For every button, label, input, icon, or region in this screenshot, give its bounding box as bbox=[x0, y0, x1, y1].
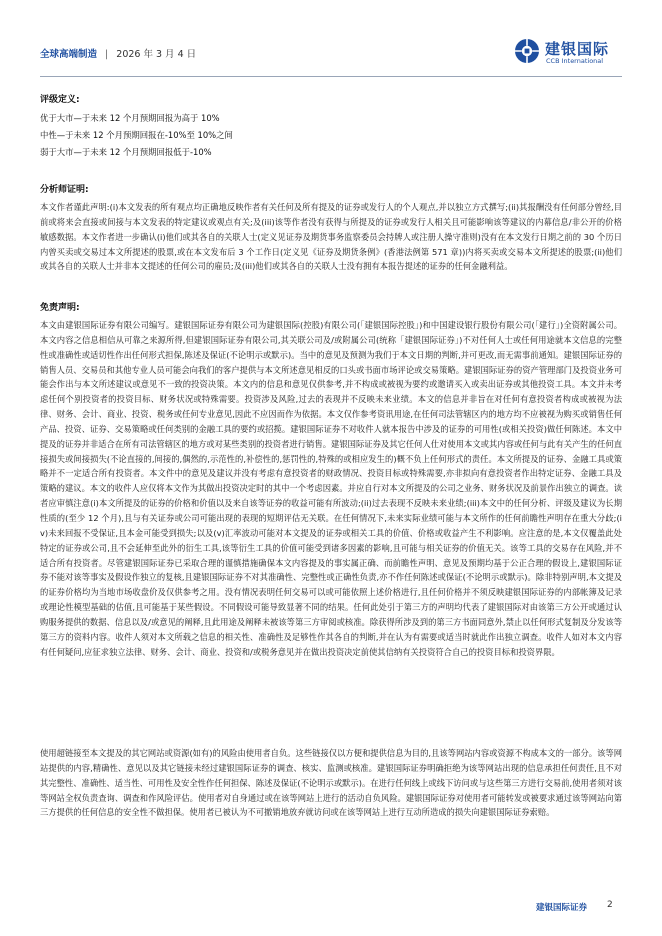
rating-line-outperform: 优于大市—于未来 12 个月预期回报为高于 10% bbox=[40, 113, 220, 123]
rating-definition-title: 评级定义: bbox=[40, 95, 80, 105]
rating-line-underperform: 弱于大市—于未来 12 个月预期回报低于-10% bbox=[40, 147, 212, 157]
ccb-logo-icon bbox=[514, 38, 540, 64]
header-divider bbox=[40, 76, 622, 77]
logo-name: 建银国际 bbox=[545, 40, 610, 58]
footer-brand: 建银国际证券 bbox=[536, 903, 588, 913]
rating-line-neutral: 中性—于未来 12 个月预期回报在-10%至 10%之间 bbox=[40, 130, 233, 140]
disclaimer-paragraph-2: 使用超链接至本文提及的其它网站或资源(如有)的风险由使用者自负。这些链接仅以方便和提供信息为目的,且该等网站内容或资源不构成本文的一部分。该等网站提供的内容,精确性、意见以及其它链接未经过建银国际证券的调查、核实、监测或核准。建银国际证券明确拒绝为该等网站出现的信息承担任何责任,且不对其完整性、准确性、适当性、可用性及安全性作任何担保、陈述及保证(不论明示或默示)。在进行任何线上或线下访问或与这些第三方进行交易前,使用者须对该等网站全权负责查询、调查和作风险评估。使用者对自身通过或在该等网站上进行的活动自负风险。建银国际证券对使用者可能转发或被要求通过该等网站向第三方提供的任何信息的安全性不做担保。使用者已被认为不可撤销地放弃就访问或在该等网站上进行互动所造成的损失向建银国际证券索赔。 bbox=[40, 748, 622, 818]
disclaimer-title: 免责声明: bbox=[40, 303, 80, 313]
page-number: 2 bbox=[607, 900, 613, 910]
logo-subtitle: CCB International bbox=[546, 57, 604, 65]
header-date: 2026 年 3 月 4 日 bbox=[116, 49, 197, 60]
header-separator: | bbox=[105, 49, 109, 60]
analyst-certification-title: 分析师证明: bbox=[40, 185, 89, 195]
report-header bbox=[40, 46, 196, 60]
disclaimer-paragraph-1: 本文由建银国际证券有限公司编写。建银国际证券有限公司为建银国际(控股)有限公司(「建银国际控股」)和中国建设银行股份有限公司(「建行」)全资附属公司。本文内容之信息相信从可靠之来源所得,但建银国际证券有限公司,其关联公司及/或附属公司(统称「建银国际证券」)不对任何人士或任何用途就本文信息的完整性或准确性或适切性作出任何形式担保,陈述及保证(不论明示或默示)。当中的意见及预测为我们于本文日期的判断,并可更改,而无需事前通知。建银国际证券的销售人员、交易员和其他专业人员可能会向我们的客户提供与本文所述意见相反的口头或书面市场评论或交易策略。建银国际证券的资产管理部门及投资业务可能会作出与本文所述建议或意见不一致的投资决策。本文内的信息和意见仅供参考,并不构成或被视为要约或邀请买入或卖出证券或其他投资工具。本文并未考虑任何个别投资者的投资目标、财务状况或特殊需要。投资涉及风险,过去的表现并不反映未来业绩。本文的信息并非旨在对任何有意投资者构成或被视为法律、财务、会计、商业、投资、税务或任何专业意见,因此不应因而作为依据。本文仅作参考资讯用途,在任何司法管辖区内的地方均不应被视为购买或销售任何产品、投资、证券、交易策略或任何类别的金融工具的要约或招揽。建银国际证券不对收件人就本报告中涉及的证券的可用性(或相关投资)做任何陈述。本文中提及的证券并非适合在所有司法管辖区的地方或对某些类别的投资者进行销售。建银国际证券及其它任何人仕对使用本文或其内容或任何与此有关产生的任何直接损失或间接损失(不论直接的,间接的,偶然的,示范性的,补偿性的,惩罚性的,特殊的或相应发生的)概不负上任何形式的责任。本文所提及的证券、金融工具或策略并不一定适合所有投资者。本文件中的意见及建议并没有考虑有意投资者的财政情况、投资目标或特殊需要,亦非拟向有意投资者作出特定证券、金融工具及策略的建议。本文的收件人应仅将本文作为其做出投资决定时的其中一个考虑因素。并应自行对本文所提及的公司之业务、财务状况及前景作出独立的调查。读者应审慎注意(i)本文所提及的证券的价格和价值以及来自该等证券的收益可能有所波动;(ii)过去表现不反映未来业绩;(iii)本文中的任何分析、评级及建议为长期性质的(至少 12 个月),且与有关证券或公司可能出现的表现的短期评估无关联。在任何情况下,未来实际业绩可能与本文所作的任何前瞻性声明存在重大分歧;(iv)未来回报不受保证,且本金可能受到损失;以及(v)汇率波动可能对本文提及的证券或相关工具的价值、价格或收益产生不利影响。应注意的是,本文仅覆盖此处特定的证券或公司,且不会延伸至此外的衍生工具,该等衍生工具的价值可能受到诸多因素的影响,且可能与相关证券的价值无关。该等工具的交易存在风险,并不适合所有投资者。尽管建银国际证券已采取合理的谨慎措施确保本文内容提及的事实属正确、而前瞻性声明、意见及预期均基于公正合理的假设上,建银国际证券不能对该等事实及假设作独立的复核,且建银国际证券不对其准确性、完整性或正确性负责,亦不作任何陈述或保证(不论明示或默示)。除非特别声明,本文提及的证券价格均为当地市场收盘价及仅供参考之用。没有情况表明任何交易可以或可能依照上述价格进行,且任何价格并不须反映建银国际证券的内部帐簿及记录或理论性模型基础的估值,且可能基于某些假设。不同假设可能导致显著不同的结果。任何此处引于第三方的声明均代表了建银国际对由该第三方公开或通过认购服务提供的数据、信息以及/或意见的阐释,且此用途及阐释未被该等第三方审阅或核准。除获得所涉及到的第三方书面同意外,禁止以任何形式复制及分发该等第三方的资料内容。收件人须对本文所载之信息的相关性、准确性及足够性作其各自的判断,并在认为有需要或适当时就此作出独立调查。收件人如对本文内容有任何疑问,应征求独立法律、财务、会计、商业、投资和/或税务意见并在做出投资决定前使其信纳有关投资符合自己的投资目标和投资界限。 bbox=[40, 320, 622, 657]
header-brand: 全球高端制造 bbox=[40, 49, 98, 60]
analyst-certification-text: 本文作者谨此声明:(i)本文发表的所有观点均正确地反映作者有关任何及所有提及的证券或发行人的个人观点,并以独立方式撰写;(ii)其报酬没有任何部分曾经,目前或将来会直接或间接与本文发表的特定建议或观点有关;及(iii)该等作者没有获得与所提及的证券或发行人相关且可能影响该等建议的内幕信息/非公开的价格敏感数据。本文作者进一步确认(i)他们或其各自的关联人士(定义见证券及期货事务监察委员会持牌人或注册人操守准则)没有在本文发行日期之前的 30 个历日内曾买卖或交易过本文所提述的股票,或在本文发布后 3 个工作日(定义见《证券及期货条例》(香港法例第 571 章))内将买卖或交易本文所提述的股票;(ii)他们或其各自的关联人士并非本文提述的任何公司的雇员;及(iii)他们或其各自的关联人士没有拥有本报告提述的证券的任何金融利益。 bbox=[40, 202, 622, 272]
company-logo bbox=[514, 38, 624, 66]
